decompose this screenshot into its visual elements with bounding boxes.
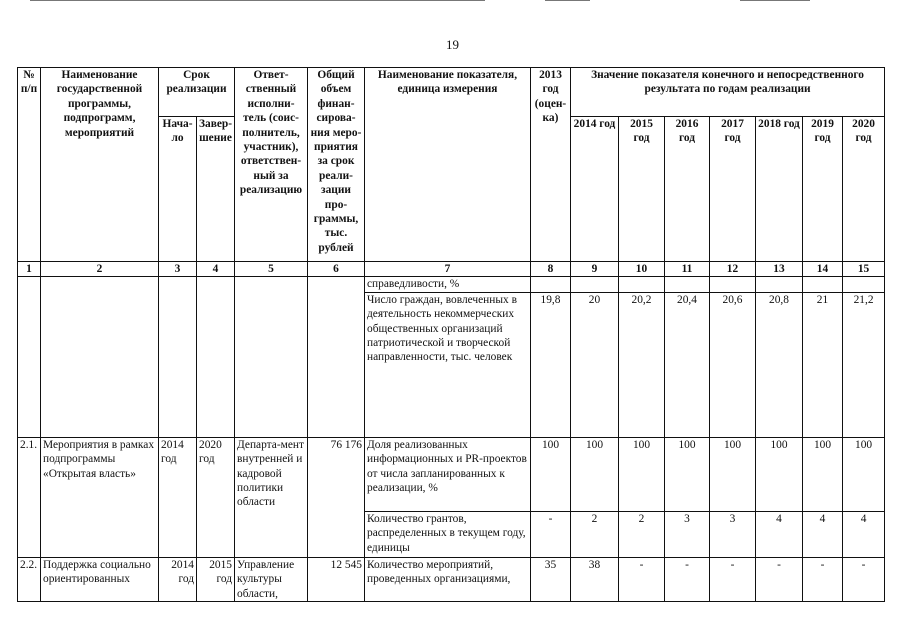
value-2013: - xyxy=(531,511,571,557)
value-cell: 100 xyxy=(756,437,803,511)
indicator-cell: Число граждан, вовлеченных в деятельность некоммерческих общественных организаций патриотической и творческой направленности, тыс. человек xyxy=(365,292,531,437)
header-term: Срок реализации xyxy=(159,68,235,117)
program-table xyxy=(17,67,885,602)
header-program-name: Наименование государственной программы, подпрограмм, мероприятий xyxy=(41,68,159,262)
column-index-row xyxy=(18,262,885,277)
responsible-executor: Управление культуры области, xyxy=(235,557,308,601)
table-row xyxy=(18,292,885,437)
header-volume: Общий объем финан-сирова-ния меро-приятия за срок реали-зации про-граммы, тыс. рублей xyxy=(308,68,365,262)
header-year-2015: 2015 год xyxy=(619,117,665,262)
header-number: № п/п xyxy=(18,68,41,262)
index-cell: 10 xyxy=(619,262,665,277)
responsible-executor: Департа-мент внутренней и кадровой политики области xyxy=(235,437,308,557)
value-cell: - xyxy=(843,557,885,601)
index-cell: 15 xyxy=(843,262,885,277)
value-cell: 4 xyxy=(843,511,885,557)
header-year-2016: 2016 год xyxy=(665,117,710,262)
value-cell: 100 xyxy=(710,437,756,511)
header-year-2020: 2020 год xyxy=(843,117,885,262)
value-cell: 20 xyxy=(571,292,619,437)
value-cell: - xyxy=(756,557,803,601)
value-cell: 100 xyxy=(619,437,665,511)
header-year-2014: 2014 год xyxy=(571,117,619,262)
indicator-cell: Количество грантов, распределенных в текущем году, единицы xyxy=(365,511,531,557)
indicator-cell: Доля реализованных информационных и PR-проектов от числа запланированных к реализации, % xyxy=(365,437,531,511)
index-cell: 7 xyxy=(365,262,531,277)
index-cell: 14 xyxy=(803,262,843,277)
measure-name: Мероприятия в рамках подпрограммы «Открытая власть» xyxy=(41,437,159,557)
value-cell: 3 xyxy=(710,511,756,557)
end-year: 2015 год xyxy=(197,557,235,601)
header-row-1 xyxy=(18,68,885,117)
index-cell: 13 xyxy=(756,262,803,277)
index-cell: 5 xyxy=(235,262,308,277)
value-cell: - xyxy=(803,557,843,601)
value-cell: 21,2 xyxy=(843,292,885,437)
indicator-cell: справедливости, % xyxy=(365,277,531,292)
header-2013: 2013 год (оцен-ка) xyxy=(531,68,571,262)
header-start: Нача-ло xyxy=(159,117,197,262)
index-cell: 4 xyxy=(197,262,235,277)
value-cell: 20,8 xyxy=(756,292,803,437)
header-end: Завер-шение xyxy=(197,117,235,262)
value-cell: 100 xyxy=(803,437,843,511)
value-cell: 38 xyxy=(571,557,619,601)
header-year-2019: 2019 год xyxy=(803,117,843,262)
value-cell: 20,2 xyxy=(619,292,665,437)
index-cell: 3 xyxy=(159,262,197,277)
value-cell: 100 xyxy=(571,437,619,511)
value-2013: 19,8 xyxy=(531,292,571,437)
value-cell: 4 xyxy=(756,511,803,557)
funding-volume: 76 176 xyxy=(308,437,365,557)
table-row xyxy=(18,437,885,511)
index-cell: 6 xyxy=(308,262,365,277)
value-cell: 21 xyxy=(803,292,843,437)
top-rule-left xyxy=(30,0,485,1)
end-year: 2020 год xyxy=(197,437,235,557)
value-cell: 3 xyxy=(665,511,710,557)
top-rule-middle xyxy=(545,0,590,1)
measure-name: Поддержка социально ориентированных xyxy=(41,557,159,601)
row-number: 2.2. xyxy=(18,557,41,601)
index-cell: 12 xyxy=(710,262,756,277)
header-year-2017: 2017 год xyxy=(710,117,756,262)
value-cell: 2 xyxy=(619,511,665,557)
value-cell: 4 xyxy=(803,511,843,557)
value-2013: 100 xyxy=(531,437,571,511)
value-cell: - xyxy=(665,557,710,601)
index-cell: 9 xyxy=(571,262,619,277)
index-cell: 11 xyxy=(665,262,710,277)
header-indicator: Наименование показателя, единица измерения xyxy=(365,68,531,262)
header-year-2018: 2018 год xyxy=(756,117,803,262)
table-row xyxy=(18,557,885,601)
value-cell: 2 xyxy=(571,511,619,557)
top-rule-right xyxy=(740,0,810,1)
value-cell: - xyxy=(710,557,756,601)
value-cell: - xyxy=(619,557,665,601)
start-year: 2014 год xyxy=(159,437,197,557)
value-2013: 35 xyxy=(531,557,571,601)
row-number: 2.1. xyxy=(18,437,41,557)
indicator-cell: Количество мероприятий, проведенных организациями, xyxy=(365,557,531,601)
index-cell: 8 xyxy=(531,262,571,277)
header-values: Значение показателя конечного и непосредственного результата по годам реализации xyxy=(571,68,885,117)
start-year: 2014 год xyxy=(159,557,197,601)
index-cell: 2 xyxy=(41,262,159,277)
header-responsible: Ответ-ственный исполни-тель (соис-полнитель, участник), ответствен-ный за реализацию xyxy=(235,68,308,262)
index-cell: 1 xyxy=(18,262,41,277)
value-cell: 100 xyxy=(665,437,710,511)
value-cell: 20,6 xyxy=(710,292,756,437)
table-row xyxy=(18,277,885,292)
value-cell: 20,4 xyxy=(665,292,710,437)
funding-volume: 12 545 xyxy=(308,557,365,601)
value-cell: 100 xyxy=(843,437,885,511)
page-number: 19 xyxy=(446,37,459,52)
